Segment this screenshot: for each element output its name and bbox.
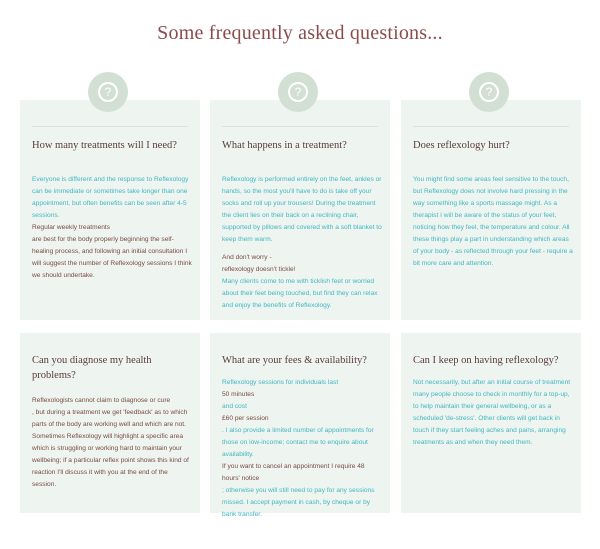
answer-paragraph: are best for the body properly beginning the self-healing process, and following an initial consultation I will suggest the number of Reflexology sessions I think we should undertake. — [32, 236, 192, 279]
faq-answer — [413, 377, 573, 449]
question-mark-icon: ? — [278, 72, 318, 112]
card-divider — [32, 126, 188, 127]
answer-paragraph: Regular weekly treatments — [32, 224, 111, 231]
answer-paragraph: Not necessarily, but after an initial course of treatment many people choose to check in monthly for a top-up, to help maintain their general wellbeing, or as a scheduled 'de-stress'. Other clients will get back in touch if they start feeling aches and pains, arranging treatments as and when they need them. — [413, 379, 571, 446]
answer-paragraph: . I also provide a limited number of appointments for those on low-income; contact me to enquire about availability. — [222, 427, 374, 458]
page-title: Some frequently asked questions... — [157, 22, 443, 44]
answer-paragraph: Reflexology is performed entirely on the feet, ankles or hands, so the most you'll have to do is take off your socks and roll up your trousers! During the treatment the client lies on their back on a reclining chair, supported by pillows and covered with a soft blanket to keep them warm. — [222, 176, 382, 243]
answer-paragraph: and cost — [222, 403, 247, 410]
faq-question: How many treatments will I need? — [32, 140, 177, 151]
card-divider — [413, 126, 569, 127]
answer-paragraph: If you want to cancel an appointment I require 48 hours' notice — [222, 463, 365, 482]
faq-card-fees — [210, 333, 390, 518]
faq-answer — [32, 395, 192, 491]
answer-paragraph: Reflexology sessions for individuals last — [222, 379, 339, 386]
faq-answer — [222, 377, 382, 521]
faq-card-hurt — [401, 100, 581, 320]
faq-answer — [413, 174, 573, 270]
answer-paragraph: Everyone is different and the response to Reflexology can be immediate or sometimes take longer than one appointment, but often benefits can be seen after 4-5 sessions. — [32, 176, 189, 219]
answer-paragraph: , but during a treatment we get 'feedback' as to which parts of the body are working well and which are not. Sometimes Reflexology will highlight a specific area which is struggling or working hard to maintain your wellbeing; if a particular reflex point shows this kind of reaction I'll discuss it with you at the end of the session. — [32, 409, 189, 488]
question-mark-icon: ? — [88, 72, 128, 112]
faq-question: What happens in a treatment? — [222, 140, 347, 151]
faq-question: Can I keep on having reflexology? — [413, 355, 559, 366]
question-mark-icon: ? — [469, 72, 509, 112]
card-divider — [222, 126, 378, 127]
faq-question: Does reflexology hurt? — [413, 140, 510, 151]
faq-answer — [222, 174, 382, 312]
faq-card-treatments — [20, 100, 200, 320]
answer-paragraph: £60 per session — [222, 415, 269, 422]
faq-question: Can you diagnose my health problems? — [32, 355, 152, 381]
answer-paragraph: reflexology doesn't tickle! — [222, 266, 296, 273]
answer-paragraph: ; otherwise you will still need to pay for any sessions missed. I accept payment in cash, by cheque or by bank transfer. — [222, 487, 375, 518]
answer-paragraph: You might find some areas feel sensitive to the touch, but Reflexology does not involve hard pressing in the way something like a sports massage might. As a therapist I will be aware of the status of your feet, noticing how they feel, the temperature and colour. All these things play a part in understanding which areas of your body - as reflected through your feet - require a bit more care and attention. — [413, 176, 573, 267]
answer-paragraph: Reflexologists cannot claim to diagnose or cure — [32, 397, 171, 404]
faq-question: What are your fees & availability? — [222, 355, 367, 366]
answer-paragraph: Many clients come to me with ticklish feet or worried about their feet being touched, but find they can relax and enjoy the benefits of Reflexology. — [222, 278, 378, 309]
answer-paragraph: 50 minutes — [222, 391, 255, 398]
faq-card-what-happens — [210, 100, 390, 320]
faq-card-diagnose — [20, 333, 200, 513]
faq-answer — [32, 174, 192, 282]
faq-card-keep-having — [401, 333, 581, 513]
answer-paragraph: And don't worry - — [222, 254, 272, 261]
